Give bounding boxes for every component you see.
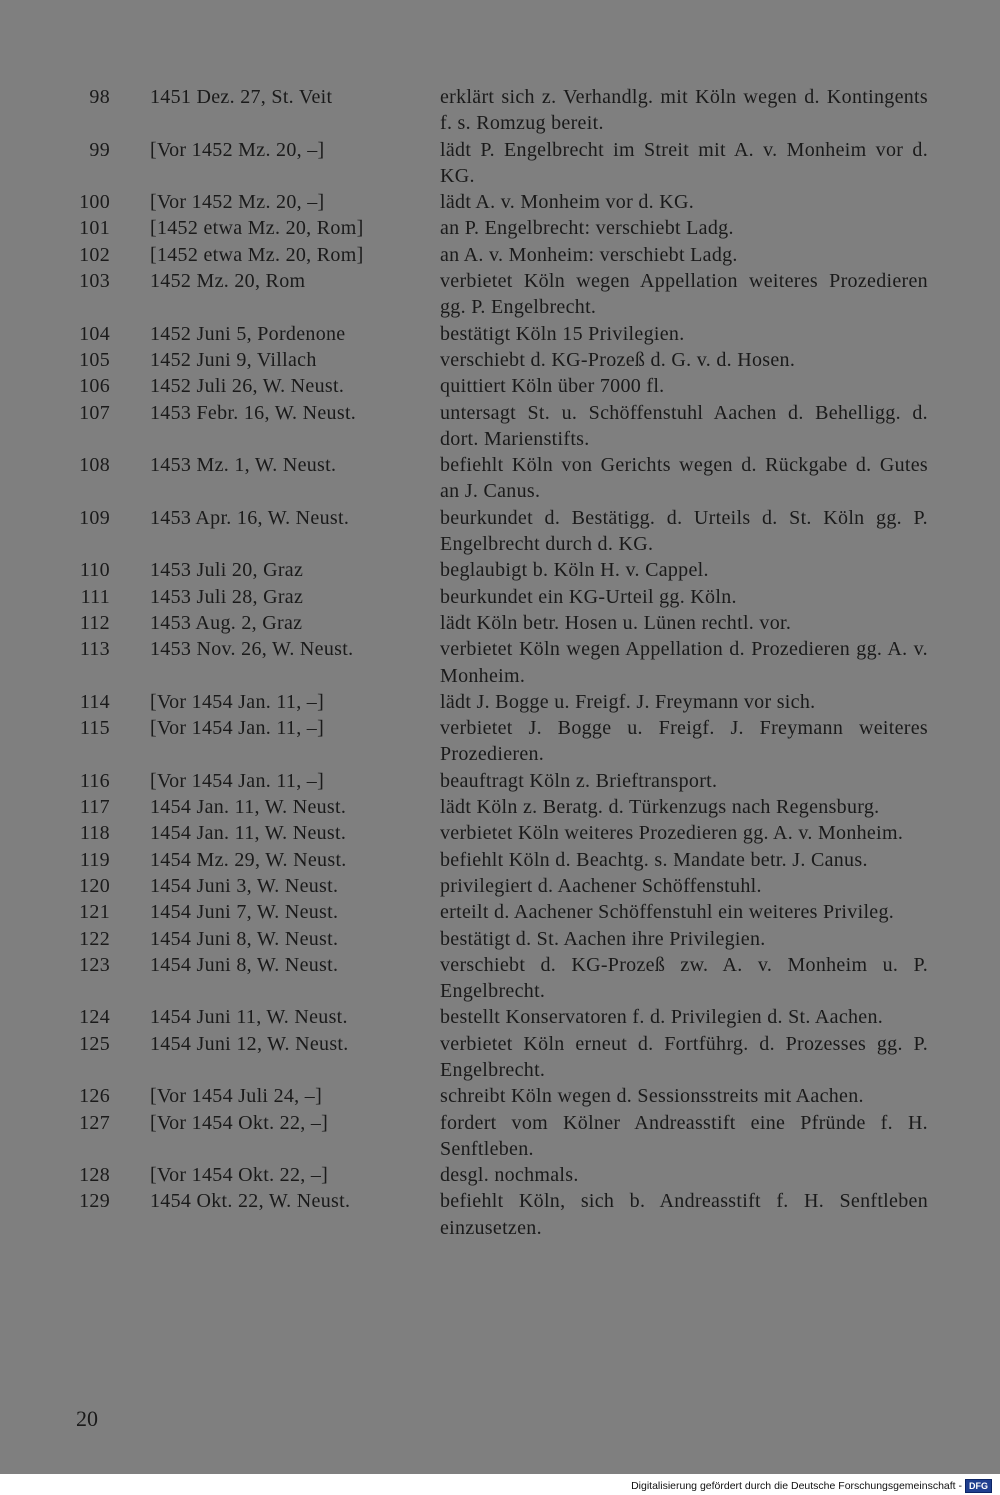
entry-description: bestätigt Köln 15 Privilegien. bbox=[440, 322, 685, 345]
entry-date-place: 1451 Dez. 27, St. Veit bbox=[150, 86, 333, 108]
entry-description: verbietet Köln wegen Appellation d. Prozedieren gg. A. v. Monheim. bbox=[440, 638, 928, 687]
entry-date-place: [1452 etwa Mz. 20, Rom] bbox=[150, 217, 364, 240]
entry-description: privilegiert d. Aachener Schöffenstuhl. bbox=[440, 874, 762, 897]
entry-description: beurkundet d. Bestätigg. d. Urteils d. St. Köln gg. P. Engelbrecht durch d. KG. bbox=[440, 506, 928, 556]
entry-number: 102 bbox=[79, 243, 110, 266]
entry-date-place: 1452 Mz. 20, Rom bbox=[150, 270, 306, 293]
entry-row bbox=[0, 452, 1000, 505]
entry-description: an A. v. Monheim: verschiebt Ladg. bbox=[440, 243, 738, 266]
entry-row bbox=[0, 584, 1000, 610]
entry-row bbox=[0, 215, 1000, 241]
entry-date-place: 1454 Juni 8, W. Neust. bbox=[150, 927, 339, 950]
entry-number: 101 bbox=[79, 217, 110, 240]
entry-date-place: 1454 Okt. 22, W. Neust. bbox=[150, 1190, 351, 1213]
entry-description: beauftragt Köln z. Brieftransport. bbox=[440, 769, 718, 792]
entry-number: 123 bbox=[79, 953, 110, 976]
entry-description: untersagt St. u. Schöffenstuhl Aachen d. Behelligg. d. dort. Marienstifts. bbox=[440, 401, 928, 450]
entry-number: 107 bbox=[79, 401, 110, 424]
entry-description: verbietet Köln erneut d. Fortführg. d. Prozesses gg. P. Engelbrecht. bbox=[440, 1032, 928, 1081]
entry-row bbox=[0, 1004, 1000, 1030]
entry-row bbox=[0, 189, 1000, 215]
entry-row bbox=[0, 268, 1000, 321]
entry-row bbox=[0, 873, 1000, 899]
entry-date-place: 1454 Jan. 11, W. Neust. bbox=[150, 796, 347, 819]
entry-description: lädt Köln betr. Hosen u. Lünen rechtl. vor. bbox=[440, 611, 792, 634]
entry-description: verschiebt d. KG-Prozeß d. G. v. d. Hosen. bbox=[440, 348, 796, 371]
entry-row bbox=[0, 400, 1000, 453]
entry-description: beglaubigt b. Köln H. v. Cappel. bbox=[440, 559, 709, 582]
entry-row bbox=[0, 137, 1000, 190]
entry-number: 116 bbox=[79, 769, 110, 792]
entry-row bbox=[0, 610, 1000, 636]
entry-date-place: 1454 Juni 12, W. Neust. bbox=[150, 1032, 349, 1055]
entry-description: lädt Köln z. Beratg. d. Türkenzugs nach Regensburg. bbox=[440, 796, 880, 819]
entry-number: 121 bbox=[79, 901, 110, 924]
entry-row bbox=[0, 636, 1000, 689]
entry-date-place: 1453 Febr. 16, W. Neust. bbox=[150, 401, 357, 424]
entry-date-place: [Vor 1454 Okt. 22, –] bbox=[150, 1164, 329, 1187]
entry-date-place: [Vor 1454 Jan. 11, –] bbox=[150, 717, 325, 740]
entry-description: quittiert Köln über 7000 fl. bbox=[440, 375, 665, 398]
entry-description: an P. Engelbrecht: verschiebt Ladg. bbox=[440, 217, 734, 240]
entry-description: befiehlt Köln d. Beachtg. s. Mandate betr. J. Canus. bbox=[440, 848, 868, 871]
entry-description: schreibt Köln wegen d. Sessionsstreits mit Aachen. bbox=[440, 1085, 864, 1108]
entry-date-place: [Vor 1454 Jan. 11, –] bbox=[150, 769, 325, 792]
entry-number: 111 bbox=[80, 585, 110, 608]
entry-description: verbietet Köln weiteres Prozedieren gg. A. v. Monheim. bbox=[440, 822, 904, 845]
entry-date-place: 1454 Juni 8, W. Neust. bbox=[150, 953, 339, 976]
entry-row bbox=[0, 347, 1000, 373]
entry-number: 119 bbox=[79, 848, 110, 871]
entry-row bbox=[0, 715, 1000, 768]
entry-number: 128 bbox=[79, 1164, 110, 1187]
entry-number: 112 bbox=[79, 611, 110, 634]
entry-row bbox=[0, 84, 1000, 137]
entry-row bbox=[0, 505, 1000, 558]
entry-number: 99 bbox=[89, 138, 110, 161]
entry-number: 106 bbox=[79, 375, 110, 398]
entry-description: befiehlt Köln von Gerichts wegen d. Rückgabe d. Gutes an J. Canus. bbox=[440, 454, 928, 503]
entry-date-place: [Vor 1454 Juli 24, –] bbox=[150, 1085, 323, 1108]
entry-row bbox=[0, 847, 1000, 873]
entry-row bbox=[0, 820, 1000, 846]
entry-row bbox=[0, 321, 1000, 347]
entry-row bbox=[0, 689, 1000, 715]
entry-date-place: 1454 Juni 11, W. Neust. bbox=[150, 1006, 348, 1029]
footer bbox=[631, 1479, 992, 1493]
entry-number: 127 bbox=[79, 1111, 110, 1134]
entry-row bbox=[0, 1188, 1000, 1241]
entry-description: befiehlt Köln, sich b. Andreasstift f. H. Senftleben einzusetzen. bbox=[440, 1190, 928, 1239]
entry-row bbox=[0, 899, 1000, 925]
entry-description: verschiebt d. KG-Prozeß zw. A. v. Monheim u. P. Engelbrecht. bbox=[440, 953, 928, 1003]
entry-date-place: 1453 Aug. 2, Graz bbox=[150, 611, 303, 634]
entry-description: bestätigt d. St. Aachen ihre Privilegien. bbox=[440, 927, 766, 950]
entry-row bbox=[0, 1083, 1000, 1109]
entry-description: lädt P. Engelbrecht im Streit mit A. v. Monheim vor d. KG. bbox=[440, 138, 928, 187]
entry-date-place: 1453 Nov. 26, W. Neust. bbox=[150, 638, 354, 661]
entry-number: 129 bbox=[79, 1190, 110, 1213]
page-number: 20 bbox=[76, 1406, 98, 1431]
entry-description: beurkundet ein KG-Urteil gg. Köln. bbox=[440, 585, 737, 608]
entry-date-place: 1453 Juli 28, Graz bbox=[150, 585, 304, 608]
entry-date-place: [1452 etwa Mz. 20, Rom] bbox=[150, 243, 364, 266]
entry-number: 103 bbox=[79, 270, 110, 293]
entry-row bbox=[0, 557, 1000, 583]
entry-number: 114 bbox=[79, 690, 110, 713]
entry-number: 100 bbox=[79, 191, 110, 214]
entry-date-place: 1454 Jan. 11, W. Neust. bbox=[150, 822, 347, 845]
entry-description: erteilt d. Aachener Schöffenstuhl ein weiteres Privileg. bbox=[440, 901, 895, 924]
entry-row bbox=[0, 768, 1000, 794]
entry-date-place: 1452 Juni 5, Pordenone bbox=[150, 322, 346, 345]
entry-row bbox=[0, 1110, 1000, 1163]
entry-date-place: 1453 Apr. 16, W. Neust. bbox=[150, 506, 350, 529]
entry-date-place: [Vor 1452 Mz. 20, –] bbox=[150, 191, 325, 214]
entry-number: 122 bbox=[79, 927, 110, 950]
entry-description: erklärt sich z. Verhandlg. mit Köln wegen d. Kontingents f. s. Romzug bereit. bbox=[440, 86, 928, 135]
entry-number: 125 bbox=[79, 1032, 110, 1055]
entry-date-place: [Vor 1454 Okt. 22, –] bbox=[150, 1111, 329, 1134]
entry-number: 113 bbox=[79, 638, 110, 661]
entry-description: fordert vom Kölner Andreasstift eine Pfründe f. H. Senftleben. bbox=[440, 1111, 928, 1160]
entry-date-place: 1452 Juli 26, W. Neust. bbox=[150, 375, 345, 398]
entry-description: lädt J. Bogge u. Freigf. J. Freymann vor sich. bbox=[440, 690, 816, 713]
entry-date-place: 1452 Juni 9, Villach bbox=[150, 348, 317, 371]
entry-row bbox=[0, 1162, 1000, 1188]
entry-description: lädt A. v. Monheim vor d. KG. bbox=[440, 191, 695, 214]
entry-date-place: 1454 Mz. 29, W. Neust. bbox=[150, 848, 347, 871]
entry-number: 109 bbox=[79, 506, 110, 529]
entry-number: 98 bbox=[89, 86, 110, 108]
entry-number: 104 bbox=[79, 322, 110, 345]
entry-date-place: [Vor 1454 Jan. 11, –] bbox=[150, 690, 325, 713]
entry-row bbox=[0, 242, 1000, 268]
entry-description: verbietet Köln wegen Appellation weiteres Prozedieren gg. P. Engelbrecht. bbox=[440, 270, 928, 319]
entry-date-place: 1454 Juni 3, W. Neust. bbox=[150, 874, 339, 897]
footer-credit: Digitalisierung gefördert durch die Deutsche Forschungsgemeinschaft - bbox=[631, 1480, 962, 1492]
entry-date-place: [Vor 1452 Mz. 20, –] bbox=[150, 138, 325, 161]
entry-number: 108 bbox=[79, 454, 110, 477]
entry-row bbox=[0, 794, 1000, 820]
entry-date-place: 1453 Mz. 1, W. Neust. bbox=[150, 454, 337, 477]
entry-row bbox=[0, 952, 1000, 1005]
entry-row bbox=[0, 926, 1000, 952]
regesten-list bbox=[0, 84, 1000, 1241]
entry-number: 126 bbox=[79, 1085, 110, 1108]
entry-number: 105 bbox=[79, 348, 110, 371]
entry-number: 118 bbox=[79, 822, 110, 845]
entry-date-place: 1453 Juli 20, Graz bbox=[150, 559, 304, 582]
entry-date-place: 1454 Juni 7, W. Neust. bbox=[150, 901, 339, 924]
entry-description: bestellt Konservatoren f. d. Privilegien d. St. Aachen. bbox=[440, 1006, 884, 1029]
entry-row bbox=[0, 373, 1000, 399]
entry-number: 115 bbox=[79, 717, 110, 740]
entry-number: 117 bbox=[79, 796, 110, 819]
entry-number: 120 bbox=[79, 874, 110, 897]
entry-number: 124 bbox=[79, 1006, 110, 1029]
entry-row bbox=[0, 1031, 1000, 1084]
entry-number: 110 bbox=[79, 559, 110, 582]
entry-description: verbietet J. Bogge u. Freigf. J. Freymann weiteres Prozedieren. bbox=[440, 717, 928, 766]
entry-description: desgl. nochmals. bbox=[440, 1164, 579, 1187]
dfg-logo: DFG bbox=[965, 1479, 992, 1493]
